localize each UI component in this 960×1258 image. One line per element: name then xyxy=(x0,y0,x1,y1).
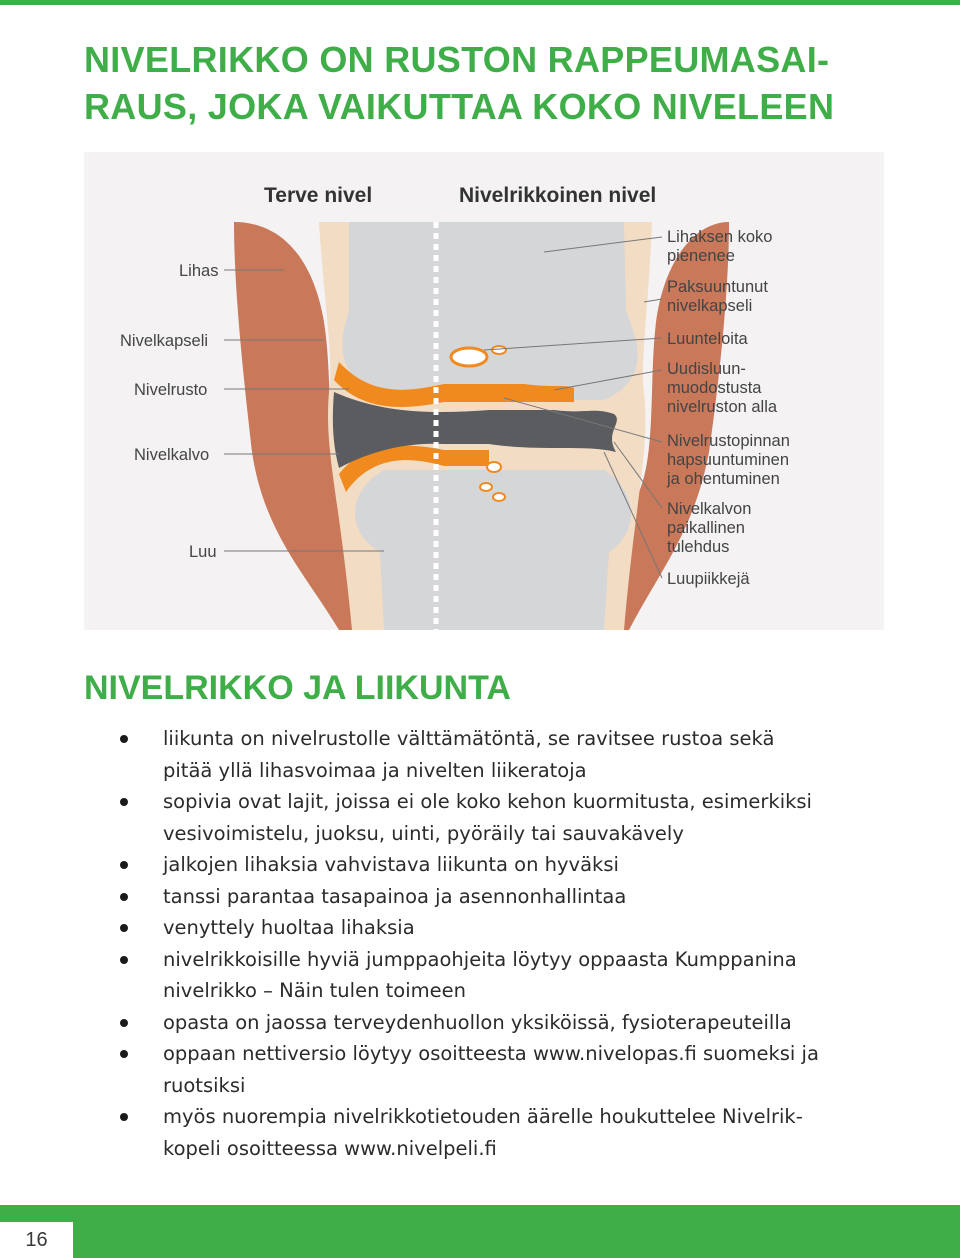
bullet-item xyxy=(118,1038,898,1101)
bullet-line: vesivoimistelu, juoksu, uinti, pyöräily tai sauvakävely xyxy=(163,821,684,845)
bone-cyst-lower-1 xyxy=(487,462,501,472)
footer-bar xyxy=(0,1205,960,1258)
section-title: NIVELRIKKO JA LIIKUNTA xyxy=(84,669,511,707)
label-luupiikkeja: Luupiikkejä xyxy=(667,570,750,588)
bone-cyst-lower-3 xyxy=(493,493,505,501)
label-luu: Luu xyxy=(189,543,217,561)
label-uudisluunmuodostusta: Uudisluun- muodostusta nivelruston alla xyxy=(667,360,778,416)
bullet-line: kopeli osoitteessa www.nivelpeli.fi xyxy=(163,1136,497,1160)
femur-bone xyxy=(342,222,637,400)
bullet-line: venyttely huoltaa lihaksia xyxy=(163,916,415,939)
label-luunteloita: Luunteloita xyxy=(667,330,748,348)
header-healthy-joint: Terve nivel xyxy=(264,184,373,207)
bullet-line: pitää yllä lihasvoimaa ja nivelten liikeratoja xyxy=(163,758,587,782)
bullet-item xyxy=(118,912,898,944)
bullet-item xyxy=(118,881,898,913)
bullet-line: ruotsiksi xyxy=(163,1073,246,1097)
bullet-dot-icon xyxy=(120,1019,128,1027)
bullet-line: liikunta on nivelrustolle välttämätöntä, se ravitsee rustoa sekä xyxy=(163,727,775,750)
page-number: 16 xyxy=(0,1222,73,1258)
bullet-line: nivelrikkoisille hyviä jumppaohjeita löytyy oppaasta Kumppanina xyxy=(163,947,797,971)
bullet-dot-icon xyxy=(120,735,128,743)
bullet-dot-icon xyxy=(120,893,128,901)
tibia-bone xyxy=(355,470,631,630)
label-lihas: Lihas xyxy=(179,262,219,280)
knee-joint-illustration xyxy=(84,152,884,630)
bone-cyst-upper-small xyxy=(492,346,506,354)
bullet-item xyxy=(118,1007,898,1039)
cartilage-upper-right xyxy=(489,384,574,402)
label-nivelkalvo: Nivelkalvo xyxy=(134,446,210,464)
bullet-dot-icon xyxy=(120,956,128,964)
bullet-item xyxy=(118,723,898,786)
bullet-item xyxy=(118,944,898,1007)
bullet-dot-icon xyxy=(120,1113,128,1121)
label-nivelrustopinnan-hapsuuntuminen: Nivelrustopinnan hapsuuntuminen ja ohentuminen xyxy=(667,432,790,488)
knee-joint-diagram xyxy=(84,152,884,630)
bullet-dot-icon xyxy=(120,1050,128,1058)
page-title-line-2: RAUS, JOKA VAIKUTTAA KOKO NIVELEEN xyxy=(84,86,835,127)
label-paksuuntunut-nivelkapseli: Paksuuntunut nivelkapseli xyxy=(667,278,768,315)
bullet-item xyxy=(118,849,898,881)
bullet-line: tanssi parantaa tasapainoa ja asennonhallintaa xyxy=(163,884,627,908)
bullet-dot-icon xyxy=(120,798,128,806)
bullet-line: sopivia ovat lajit, joissa ei ole koko kehon kuormitusta, esimerkiksi xyxy=(163,790,812,813)
label-nivelkalvon-paikallinen-tulehdus: Nivelkalvon paikallinen tulehdus xyxy=(667,500,752,556)
bone-cyst-lower-2 xyxy=(480,483,492,491)
label-nivelkapseli: Nivelkapseli xyxy=(120,332,209,350)
bullet-line: opasta on jaossa terveydenhuollon yksiköissä, fysioterapeuteilla xyxy=(163,1010,792,1034)
top-rule xyxy=(0,0,960,5)
bullet-line: myös nuorempia nivelrikkotietouden äärelle houkuttelee Nivelrik- xyxy=(163,1105,803,1128)
page-title-line-1: NIVELRIKKO ON RUSTON RAPPEUMASAI- xyxy=(84,39,830,80)
bone-cyst-upper xyxy=(451,348,487,366)
exercise-bullet-list xyxy=(118,723,898,1164)
bullet-line: jalkojen lihaksia vahvistava liikunta on hyväksi xyxy=(163,853,619,876)
bullet-item xyxy=(118,1101,898,1164)
label-nivelrusto: Nivelrusto xyxy=(134,381,208,399)
bullet-dot-icon xyxy=(120,924,128,932)
bullet-dot-icon xyxy=(120,861,128,869)
bullet-line: nivelrikko – Näin tulen toimeen xyxy=(163,979,466,1002)
bullet-item xyxy=(118,786,898,849)
label-lihaksen-koko-pienenee: Lihaksen koko pienenee xyxy=(667,228,773,265)
bullet-line: oppaan nettiversio löytyy osoitteesta www.nivelopas.fi suomeksi ja xyxy=(163,1042,819,1065)
page-title xyxy=(84,36,904,130)
header-arthritic-joint: Nivelrikkoinen nivel xyxy=(459,184,657,207)
